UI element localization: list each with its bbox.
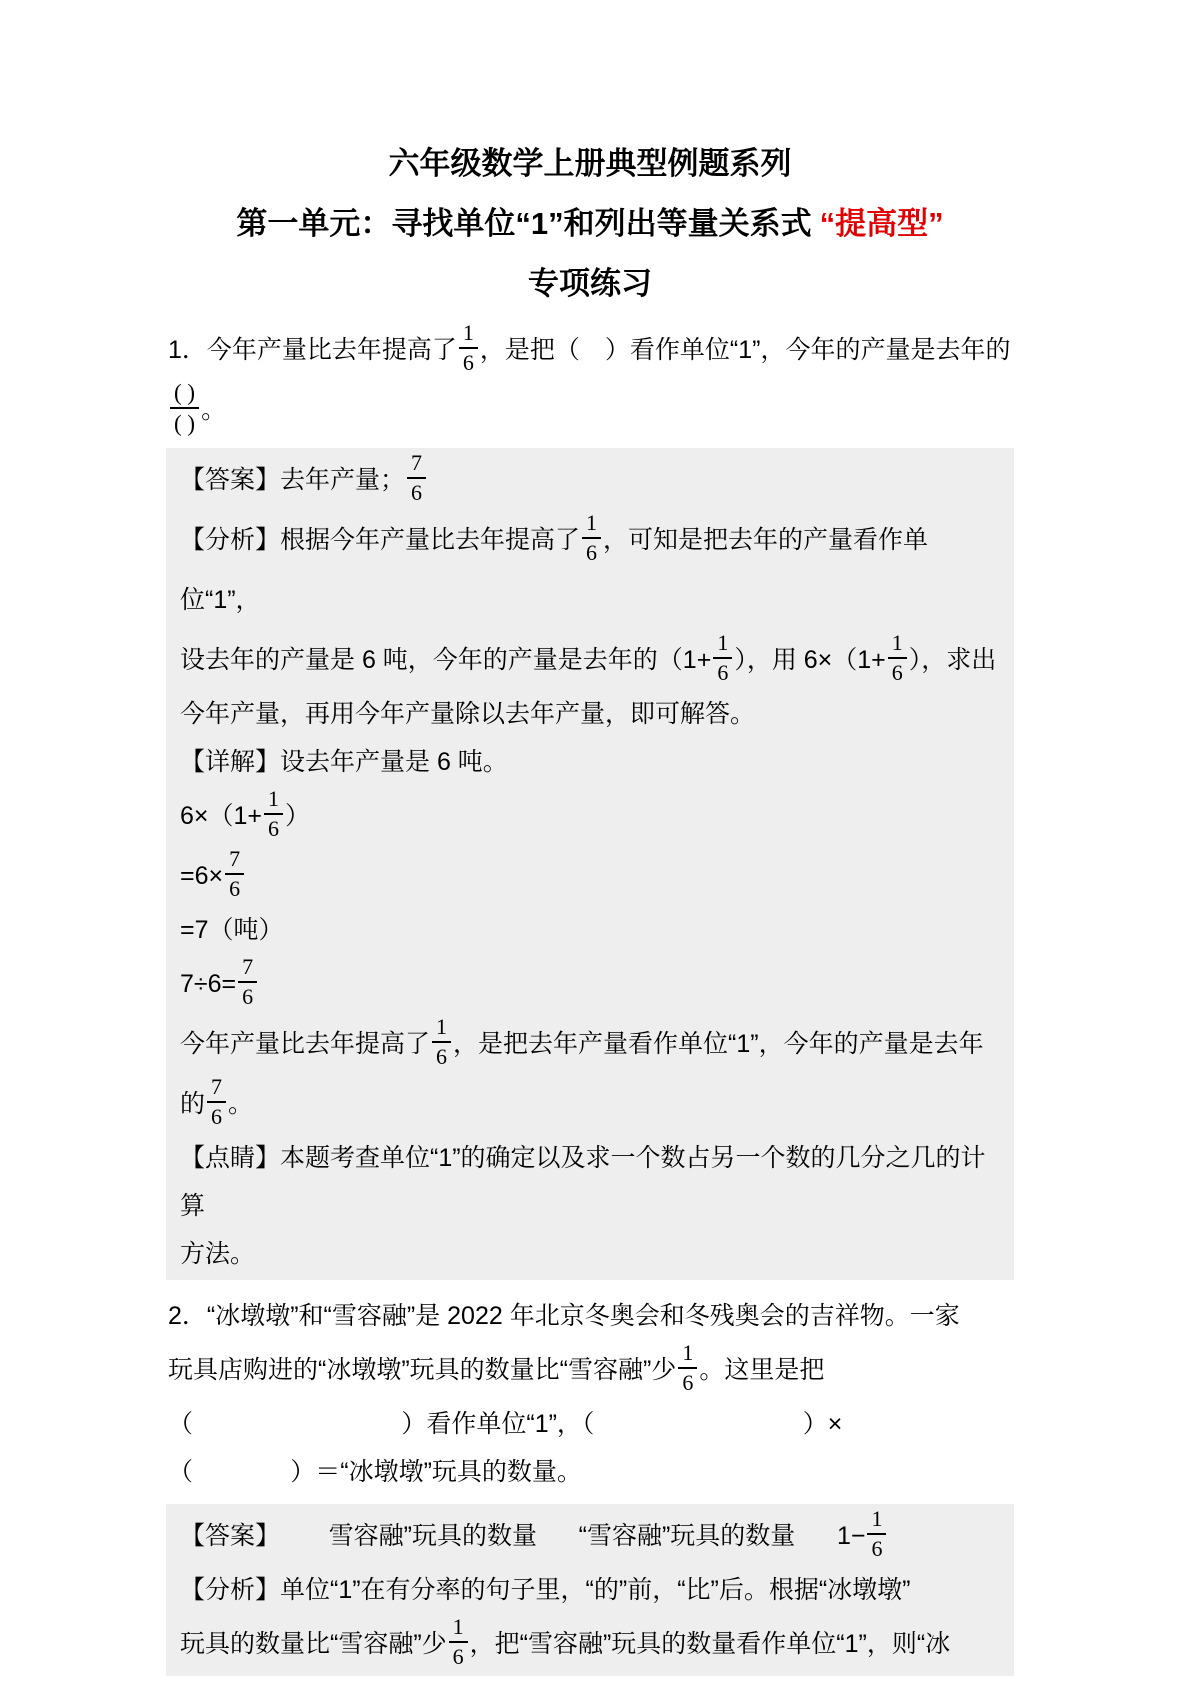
doc-title-line1: 六年级数学上册典型例题系列 [388,146,792,181]
fraction: $\frac{1}{6}$ [676,1342,699,1394]
text-segment: 。 [228,1090,254,1118]
text-line [180,510,1000,630]
document-body [166,320,1014,1676]
text-line [180,846,1000,906]
text-segment: 今年产量，再用今年产量除以去年产量，即可解答。 [180,700,756,728]
doc-title-line2-main: 第一单元：寻找单位“1”和列出等量关系式 [236,206,812,241]
text-segment: 【点睛】本题考查单位“1”的确定以及求一个数占另一个数的几分之几的计算 [180,1144,986,1220]
text-line [180,450,1000,510]
fraction: $\frac{1}{6}$ [711,632,734,684]
fraction: $\frac{( )}{( )}$ [168,381,201,435]
text-line [180,786,1000,846]
text-line [180,1566,1000,1614]
text-line [180,1614,1000,1674]
answer-block-1 [166,448,1014,1280]
fraction: $\frac{1}{6}$ [447,1616,470,1668]
text-segment: 玩具店购进的“冰墩墩”玩具的数量比“雪容融”少 [168,1356,677,1384]
text-line [168,1400,1014,1448]
fraction: $\frac{1}{6}$ [457,322,480,374]
text-segment: =6× [180,862,224,890]
text-segment: ，把“雪容融”玩具的数量看作单位“1”，则“冰 [469,1630,951,1658]
text-segment: 【详解】设去年产量是 6 吨。 [180,748,508,776]
text-line [180,630,1000,690]
text-segment: 1．今年产量比去年提高了 [168,336,457,364]
text-segment: ，是把（ ）看作单位“1”，今年的产量是去年的 [479,336,1011,364]
text-line [168,380,1014,440]
fraction: $\frac{7}{6}$ [205,1076,228,1128]
text-segment: 设去年的产量是 6 吨，今年的产量是去年的（1+ [180,646,712,674]
text-segment: 。这里是把 [699,1356,825,1384]
text-segment: 玩具的数量比“雪容融”少 [180,1630,447,1658]
text-segment: 【答案】 雪容融”玩具的数量 “雪容融”玩具的数量 1− [180,1522,866,1550]
text-segment: 方法。 [180,1240,256,1268]
doc-title-line2 [166,200,1014,248]
text-segment: 6×（1+ [180,802,263,830]
question-1 [166,320,1014,440]
fraction: $\frac{7}{6}$ [223,848,246,900]
text-line [180,1014,1000,1134]
text-segment: 【答案】去年产量； [180,466,406,494]
text-line [180,1230,1000,1278]
text-line [168,1292,1014,1340]
text-segment: （ ）看作单位“1”，（ ）× [168,1410,843,1438]
text-segment: ），用 6×（1+ [734,646,886,674]
fraction: $\frac{7}{6}$ [236,956,259,1008]
doc-title-line3: 专项练习 [528,266,652,301]
fraction: $\frac{1}{6}$ [580,512,603,564]
text-segment: 7÷6= [180,970,237,998]
text-line [180,954,1000,1014]
fraction: $\frac{1}{6}$ [430,1016,453,1068]
doc-title-line2-accent: “提高型” [819,206,944,241]
text-segment: ，是把去年产量看作单位“1”，今年的产量是去年的 [180,1030,984,1118]
text-segment: ，可知是把去年的产量看作单位“1”， [180,526,929,614]
text-line [168,1340,1014,1400]
text-line [168,1448,1014,1496]
text-line [180,738,1000,786]
answer-block-2 [166,1504,1014,1676]
text-line [168,320,1014,380]
question-2 [166,1292,1014,1496]
fraction: $\frac{1}{6}$ [865,1508,888,1560]
text-segment: 今年产量比去年提高了 [180,1030,431,1058]
fraction: $\frac{7}{6}$ [405,452,428,504]
text-segment: 【分析】单位“1”在有分率的句子里，“的”前，“比”后。根据“冰墩墩” [180,1576,911,1604]
text-line [180,906,1000,954]
text-line [180,690,1000,738]
text-segment: 。 [201,396,227,424]
text-line [180,1506,1000,1566]
fraction: $\frac{1}{6}$ [886,632,909,684]
fraction: $\frac{1}{6}$ [262,788,285,840]
text-segment: =7（吨） [180,916,284,944]
text-segment: 【分析】根据今年产量比去年提高了 [180,526,581,554]
text-segment: 2．“冰墩墩”和“雪容融”是 2022 年北京冬奥会和冬残奥会的吉祥物。一家 [168,1302,960,1330]
text-segment: ） [285,802,311,830]
text-segment: （ ）＝“冰墩墩”玩具的数量。 [168,1458,582,1486]
text-line [180,1134,1000,1230]
text-segment: ），求出 [908,646,997,674]
